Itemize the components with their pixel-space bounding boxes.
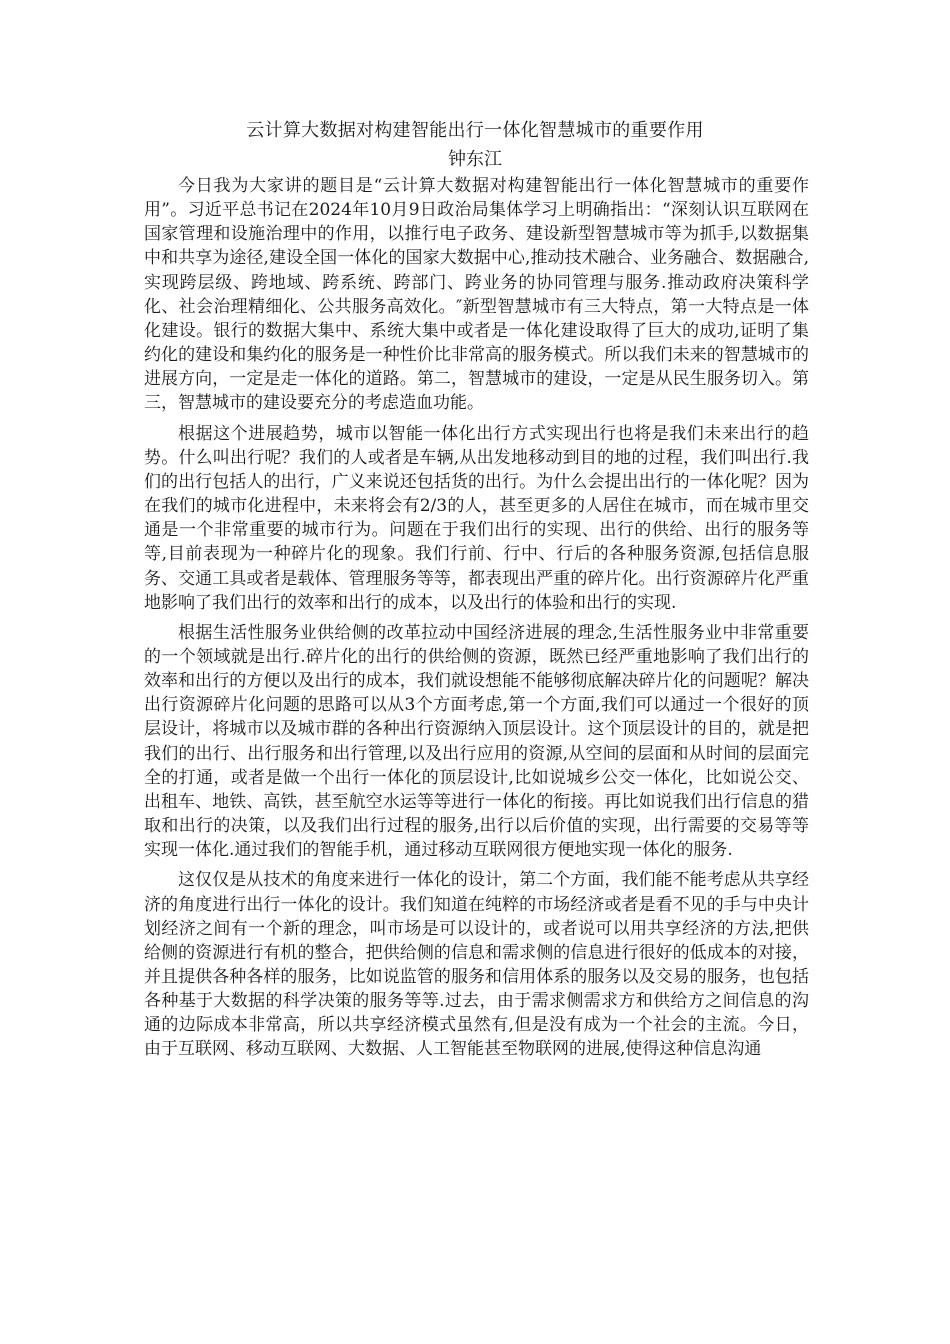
document-body	[144, 174, 809, 1068]
paragraph: 这仅仅是从技术的角度来进行一体化的设计，第二个方面，我们能不能考虑从共享经济的角度进行出行一体化的设计。我们知道在纯粹的市场经济或者是看不见的手与中央计划经济之间有一个新的理念，叫市场是可以设计的，或者说可以用共享经济的方法,把供给侧的资源进行有机的整合，把供给侧的信息和需求侧的信息进行很好的低成本的对接，并且提供各种各样的服务，比如说监管的服务和信用体系的服务以及交易的服务，也包括各种基于大数据的科学决策的服务等等.过去，由于需求侧需求方和供给方之间信息的沟通的边际成本非常高，所以共享经济模式虽然有,但是没有成为一个社会的主流。今日，由于互联网、移动互联网、大数据、人工智能甚至物联网的进展,使得这种信息沟通	[144, 870, 809, 1060]
paragraph: 根据这个进展趋势，城市以智能一体化出行方式实现出行也将是我们未来出行的趋势。什么叫出行呢？我们的人或者是车辆,从出发地移动到目的地的过程，我们叫出行.我们的出行包括人的出行，广义来说还包括货的出行。为什么会提出出行的一体化呢？因为在我们的城市化进程中，未来将会有2/3的人，甚至更多的人居住在城市，而在城市里交通是一个非常重要的城市行为。问题在于我们出行的实现、出行的供给、出行的服务等等,目前表现为一种碎片化的现象。我们行前、行中、行后的各种服务资源,包括信息服务、交通工具或者是载体、管理服务等等，都表现出严重的碎片化。出行资源碎片化严重地影响了我们出行的效率和出行的成本，以及出行的体验和出行的实现.	[144, 423, 809, 613]
document-title: 云计算大数据对构建智能出行一体化智慧城市的重要作用	[246, 120, 704, 141]
paragraph: 根据生活性服务业供给侧的改革拉动中国经济进展的理念,生活性服务业中非常重要的一个领域就是出行.碎片化的出行的供给侧的资源，既然已经严重地影响了我们出行的效率和出行的方便以及出行的成本，我们就设想能不能够彻底解决碎片化的问题呢？解决出行资源碎片化问题的思路可以从3个方面考虑,第一个方面,我们可以通过一个很好的顶层设计，将城市以及城市群的各种出行资源纳入顶层设计。这个顶层设计的目的，就是把我们的出行、出行服务和出行管理,以及出行应用的资源,从空间的层面和从时间的层面完全的打通，或者是做一个出行一体化的顶层设计,比如说城乡公交一体化，比如说公交、出租车、地铁、高铁，甚至航空水运等等进行一体化的衔接。再比如说我们出行信息的猎取和出行的决策，以及我们出行过程的服务,出行以后价值的实现，出行需要的交易等等实现一体化.通过我们的智能手机，通过移动互联网很方便地实现一体化的服务.	[144, 622, 809, 861]
paragraph: 今日我为大家讲的题目是“云计算大数据对构建智能出行一体化智慧城市的重要作用”。习近平总书记在2024年10月9日政治局集体学习上明确指出：“深刻认识互联网在国家管理和设施治理中的作用，以推行电子政务、建设新型智慧城市等为抓手,以数据集中和共享为途径,建设全国一体化的国家大数据中心,推动技术融合、业务融合、数据融合,实现跨层级、跨地域、跨系统、跨部门、跨业务的协同管理与服务.推动政府决策科学化、社会治理精细化、公共服务高效化。″新型智慧城市有三大特点，第一大特点是一体化建设。银行的数据大集中、系统大集中或者是一体化建设取得了巨大的成功,证明了集约化的建设和集约化的服务是一种性价比非常高的服务模式。所以我们未来的智慧城市的进展方向，一定是走一体化的道路。第二，智慧城市的建设，一定是从民生服务切入。第三，智慧城市的建设要充分的考虑造血功能。	[144, 176, 809, 414]
document-author: 钟东江	[448, 149, 502, 170]
